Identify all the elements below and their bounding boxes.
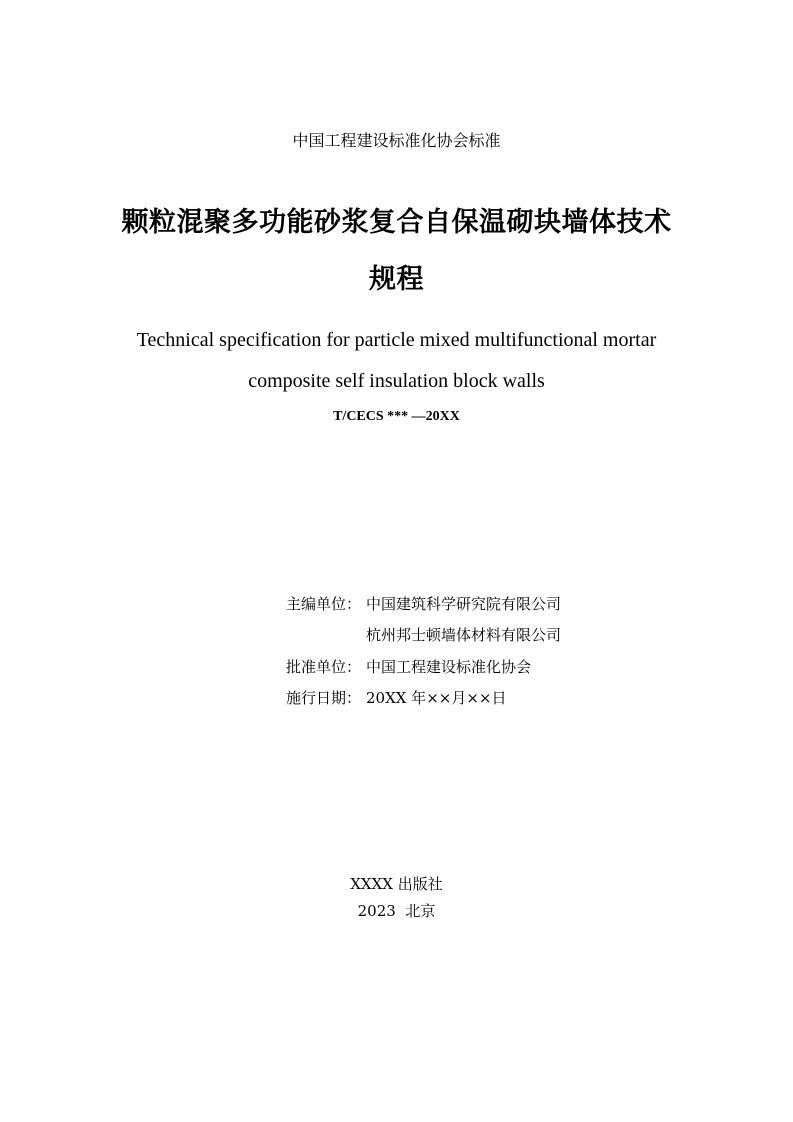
standard-code: T/CECS *** —20XX (333, 409, 460, 424)
approver-label: 批准单位： (286, 658, 362, 676)
effective-date-value: 20XX 年××月××日 (366, 689, 507, 707)
english-title-line-2: composite self insulation block walls (248, 370, 545, 392)
chinese-title-line-2: 规程 (369, 264, 424, 295)
effective-date-label: 施行日期： (286, 689, 362, 707)
effective-date-row (286, 687, 507, 709)
editor-unit-2: 杭州邦士顿墙体材料有限公司 (366, 626, 562, 644)
editor-row-2 (286, 624, 561, 646)
english-title-line-1: Technical specification for particle mixed multifunctional mortar (136, 329, 657, 351)
approver-row (286, 656, 531, 678)
approver-unit: 中国工程建设标准化协会 (366, 658, 532, 676)
editor-row-1 (286, 593, 561, 615)
association-standard-label: 中国工程建设标准化协会标准 (292, 131, 501, 150)
editor-label: 主编单位： (286, 595, 362, 613)
chinese-title-line-1: 颗粒混聚多功能砂浆复合自保温砌块墙体技术 (121, 207, 672, 238)
publisher-name: XXXX 出版社 (350, 875, 443, 893)
publication-year-place: 2023 北京 (357, 902, 436, 920)
editor-unit-1: 中国建筑科学研究院有限公司 (366, 595, 562, 613)
